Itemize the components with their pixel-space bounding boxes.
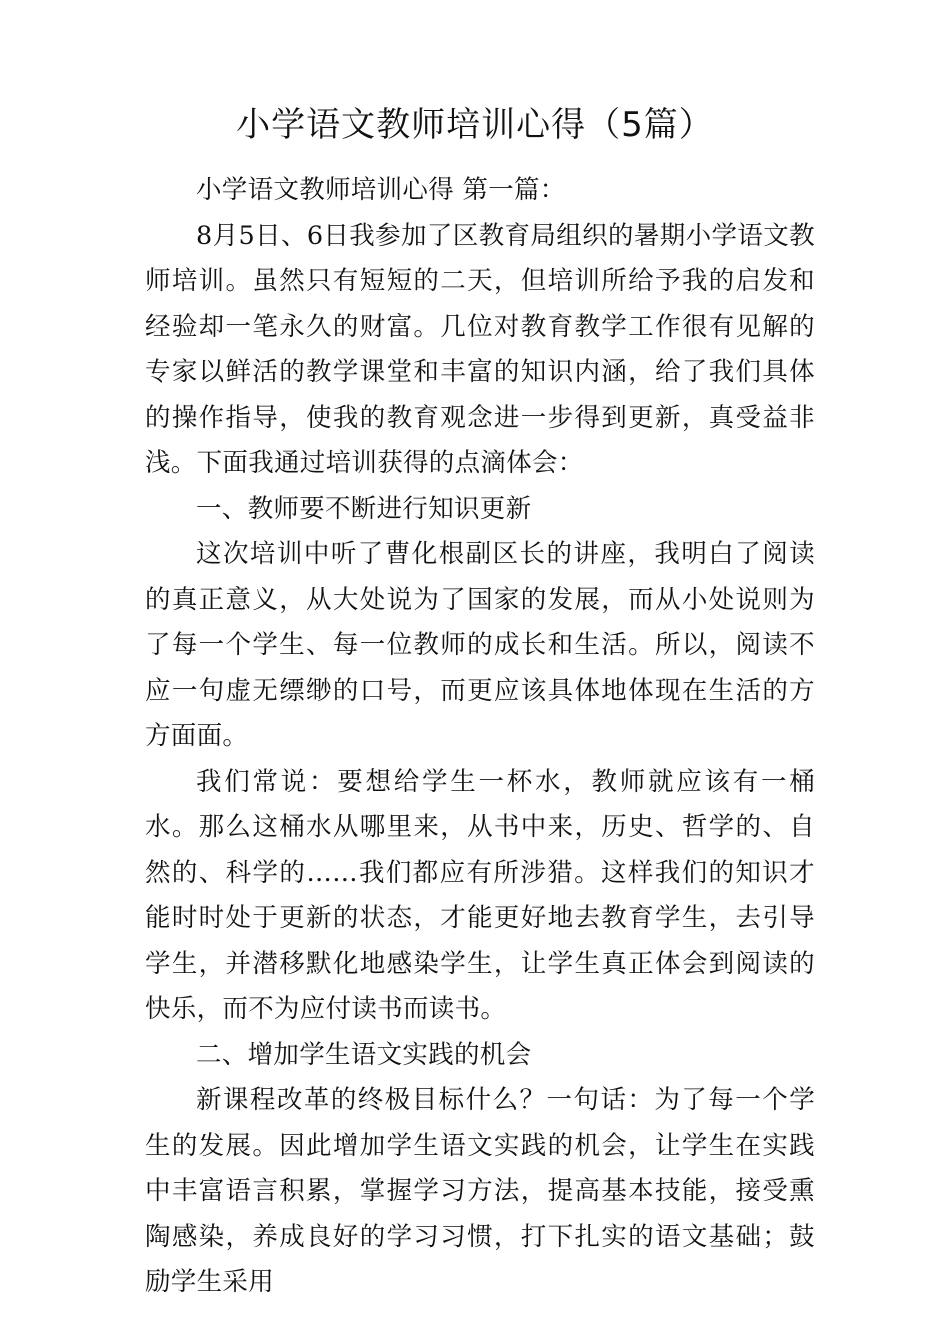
- paragraph-3: 我们常说：要想给学生一杯水，教师就应该有一桶水。那么这桶水从哪里来，从书中来，历史、哲学的、自然的、科学的……我们都应有所涉猎。这样我们的知识才能时时处于更新的状态，才能更好地去教育学生，去引导学生，并潜移默化地感染学生，让学生真正体会到阅读的快乐，而不为应付读书而读书。: [145, 766, 815, 1024]
- document-body: [145, 168, 815, 1306]
- paragraph-1: 8月5日、6日我参加了区教育局组织的暑期小学语文教师培训。虽然只有短短的二天，但培训所给予我的启发和经验却一笔永久的财富。几位对教育教学工作很有见解的专家以鲜活的教学课堂和丰富的知识内涵，给了我们具体的操作指导，使我的教育观念进一步得到更新，真受益非浅。下面我通过培训获得的点滴体会：: [145, 220, 815, 478]
- section-heading-2: 二、增加学生语文实践的机会: [196, 1039, 532, 1070]
- document-title: 小学语文教师培训心得（5篇）: [236, 105, 714, 145]
- paragraph-2: 这次培训中听了曹化根副区长的讲座，我明白了阅读的真正意义，从大处说为了国家的发展，而从小处说则为了每一个学生、每一位教师的成长和生活。所以，阅读不应一句虚无缥缈的口号，而更应该具体地体现在生活的方方面面。: [145, 539, 815, 751]
- section-heading-1: 一、教师要不断进行知识更新: [196, 493, 532, 524]
- paragraph-4: 新课程改革的终极目标什么？一句话：为了每一个学生的发展。因此增加学生语文实践的机会，让学生在实践中丰富语言积累，掌握学习方法，提高基本技能，接受熏陶感染，养成良好的学习习惯，打下扎实的语文基础；鼓励学生采用: [145, 1085, 815, 1297]
- paragraph-intro: 小学语文教师培训心得 第一篇：: [196, 175, 566, 205]
